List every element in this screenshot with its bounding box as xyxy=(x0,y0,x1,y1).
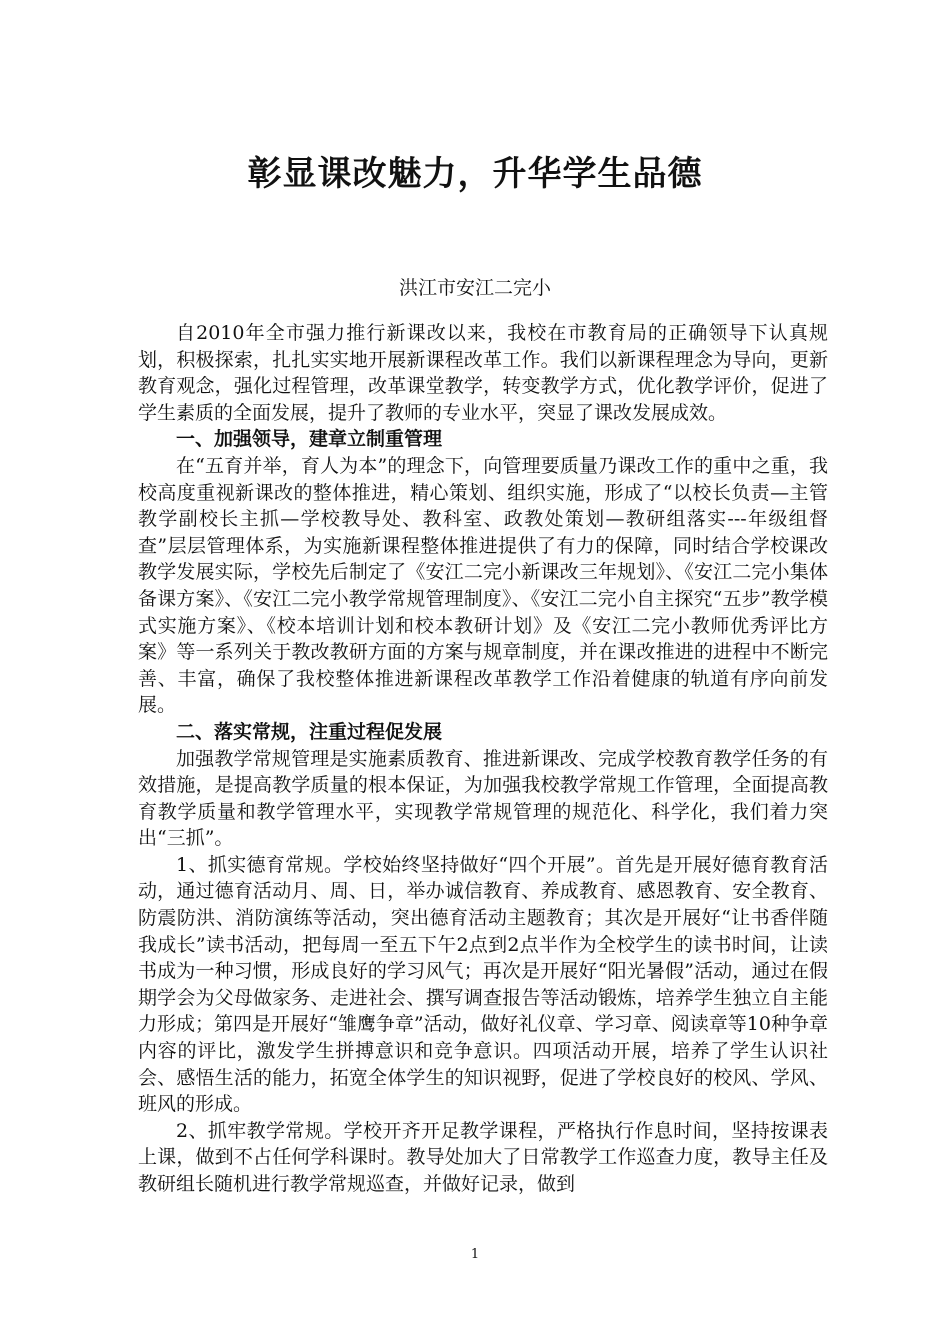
document-title: 彰显课改魅力，升华学生品德 xyxy=(247,154,703,194)
section-1-heading: 一、加强领导，建章立制重管理 xyxy=(176,428,443,451)
item-1-paragraph: 1、抓实德育常规。学校始终坚持做好“四个开展”。首先是开展好德育教育活动，通过德育活动月、周、日，举办诚信教育、养成教育、感恩教育、安全教育、防震防洪、消防演练等活动，突出德育活动主题教育；其次是开展好“让书香伴随我成长”读书活动，把每周一至五下午2点到2点半作为全校学生的读书时间，让读书成为一种习惯，形成良好的学习风气；再次是开展好“阳光暑假”活动，通过在假期学会为父母做家务、走进社会、撰写调查报告等活动锻炼，培养学生独立自主能力形成；第四是开展好“雏鹰争章”活动，做好礼仪章、学习章、阅读章等10种争章内容的评比，激发学生拼搏意识和竞争意识。四项活动开展，培养了学生认识社会、感悟生活的能力，拓宽全体学生的知识视野，促进了学校良好的校风、学风、班风的形成。 xyxy=(138,853,828,1116)
item-2-paragraph: 2、抓牢教学常规。学校开齐开足教学课程，严格执行作息时间，坚持按课表上课，做到不占任何学科课时。教导处加大了日常教学工作巡查力度，教导主任及教研组长随机进行教学常规巡查，并做好记录，做到 xyxy=(138,1119,828,1195)
section-1-paragraph: 在“五育并举，育人为本”的理念下，向管理要质量乃课改工作的重中之重，我校高度重视新课改的整体推进，精心策划、组织实施，形成了“以校长负责—主管教学副校长主抓—学校教导处、教科室、政教处策划—教研组落实---年级组督查”层层管理体系，为实施新课程整体推进提供了有力的保障，同时结合学校课改教学发展实际，学校先后制定了《安江二完小新课改三年规划》、《安江二完小集体备课方案》、《安江二完小教学常规管理制度》、《安江二完小自主探究“五步”教学模式实施方案》、《校本培训计划和校本教研计划》及《安江二完小教师优秀评比方案》等一系列关于教改教研方面的方案与规章制度，并在课改推进的进程中不断完善、丰富，确保了我校整体推进新课程改革教学工作沿着健康的轨道有序向前发展。 xyxy=(138,454,828,717)
intro-paragraph: 自2010年全市强力推行新课改以来，我校在市教育局的正确领导下认真规划，积极探索，扎扎实实地开展新课程改革工作。我们以新课程理念为导向，更新教育观念，强化过程管理，改革课堂教学，转变教学方式，优化教学评价，促进了学生素质的全面发展，提升了教师的专业水平，突显了课改发展成效。 xyxy=(138,322,828,424)
document-body xyxy=(138,320,828,1198)
section-2-heading: 二、落实常规，注重过程促发展 xyxy=(176,720,443,743)
document-author: 洪江市安江二完小 xyxy=(398,277,551,299)
section-2-paragraph: 加强教学常规管理是实施素质教育、推进新课改、完成学校教育教学任务的有效措施，是提高教学质量的根本保证，为加强我校教学常规工作管理，全面提高教育教学质量和教学管理水平，实现教学常规管理的规范化、科学化，我们着力突出“三抓”。 xyxy=(138,747,828,850)
page-number: 1 xyxy=(470,1247,480,1262)
